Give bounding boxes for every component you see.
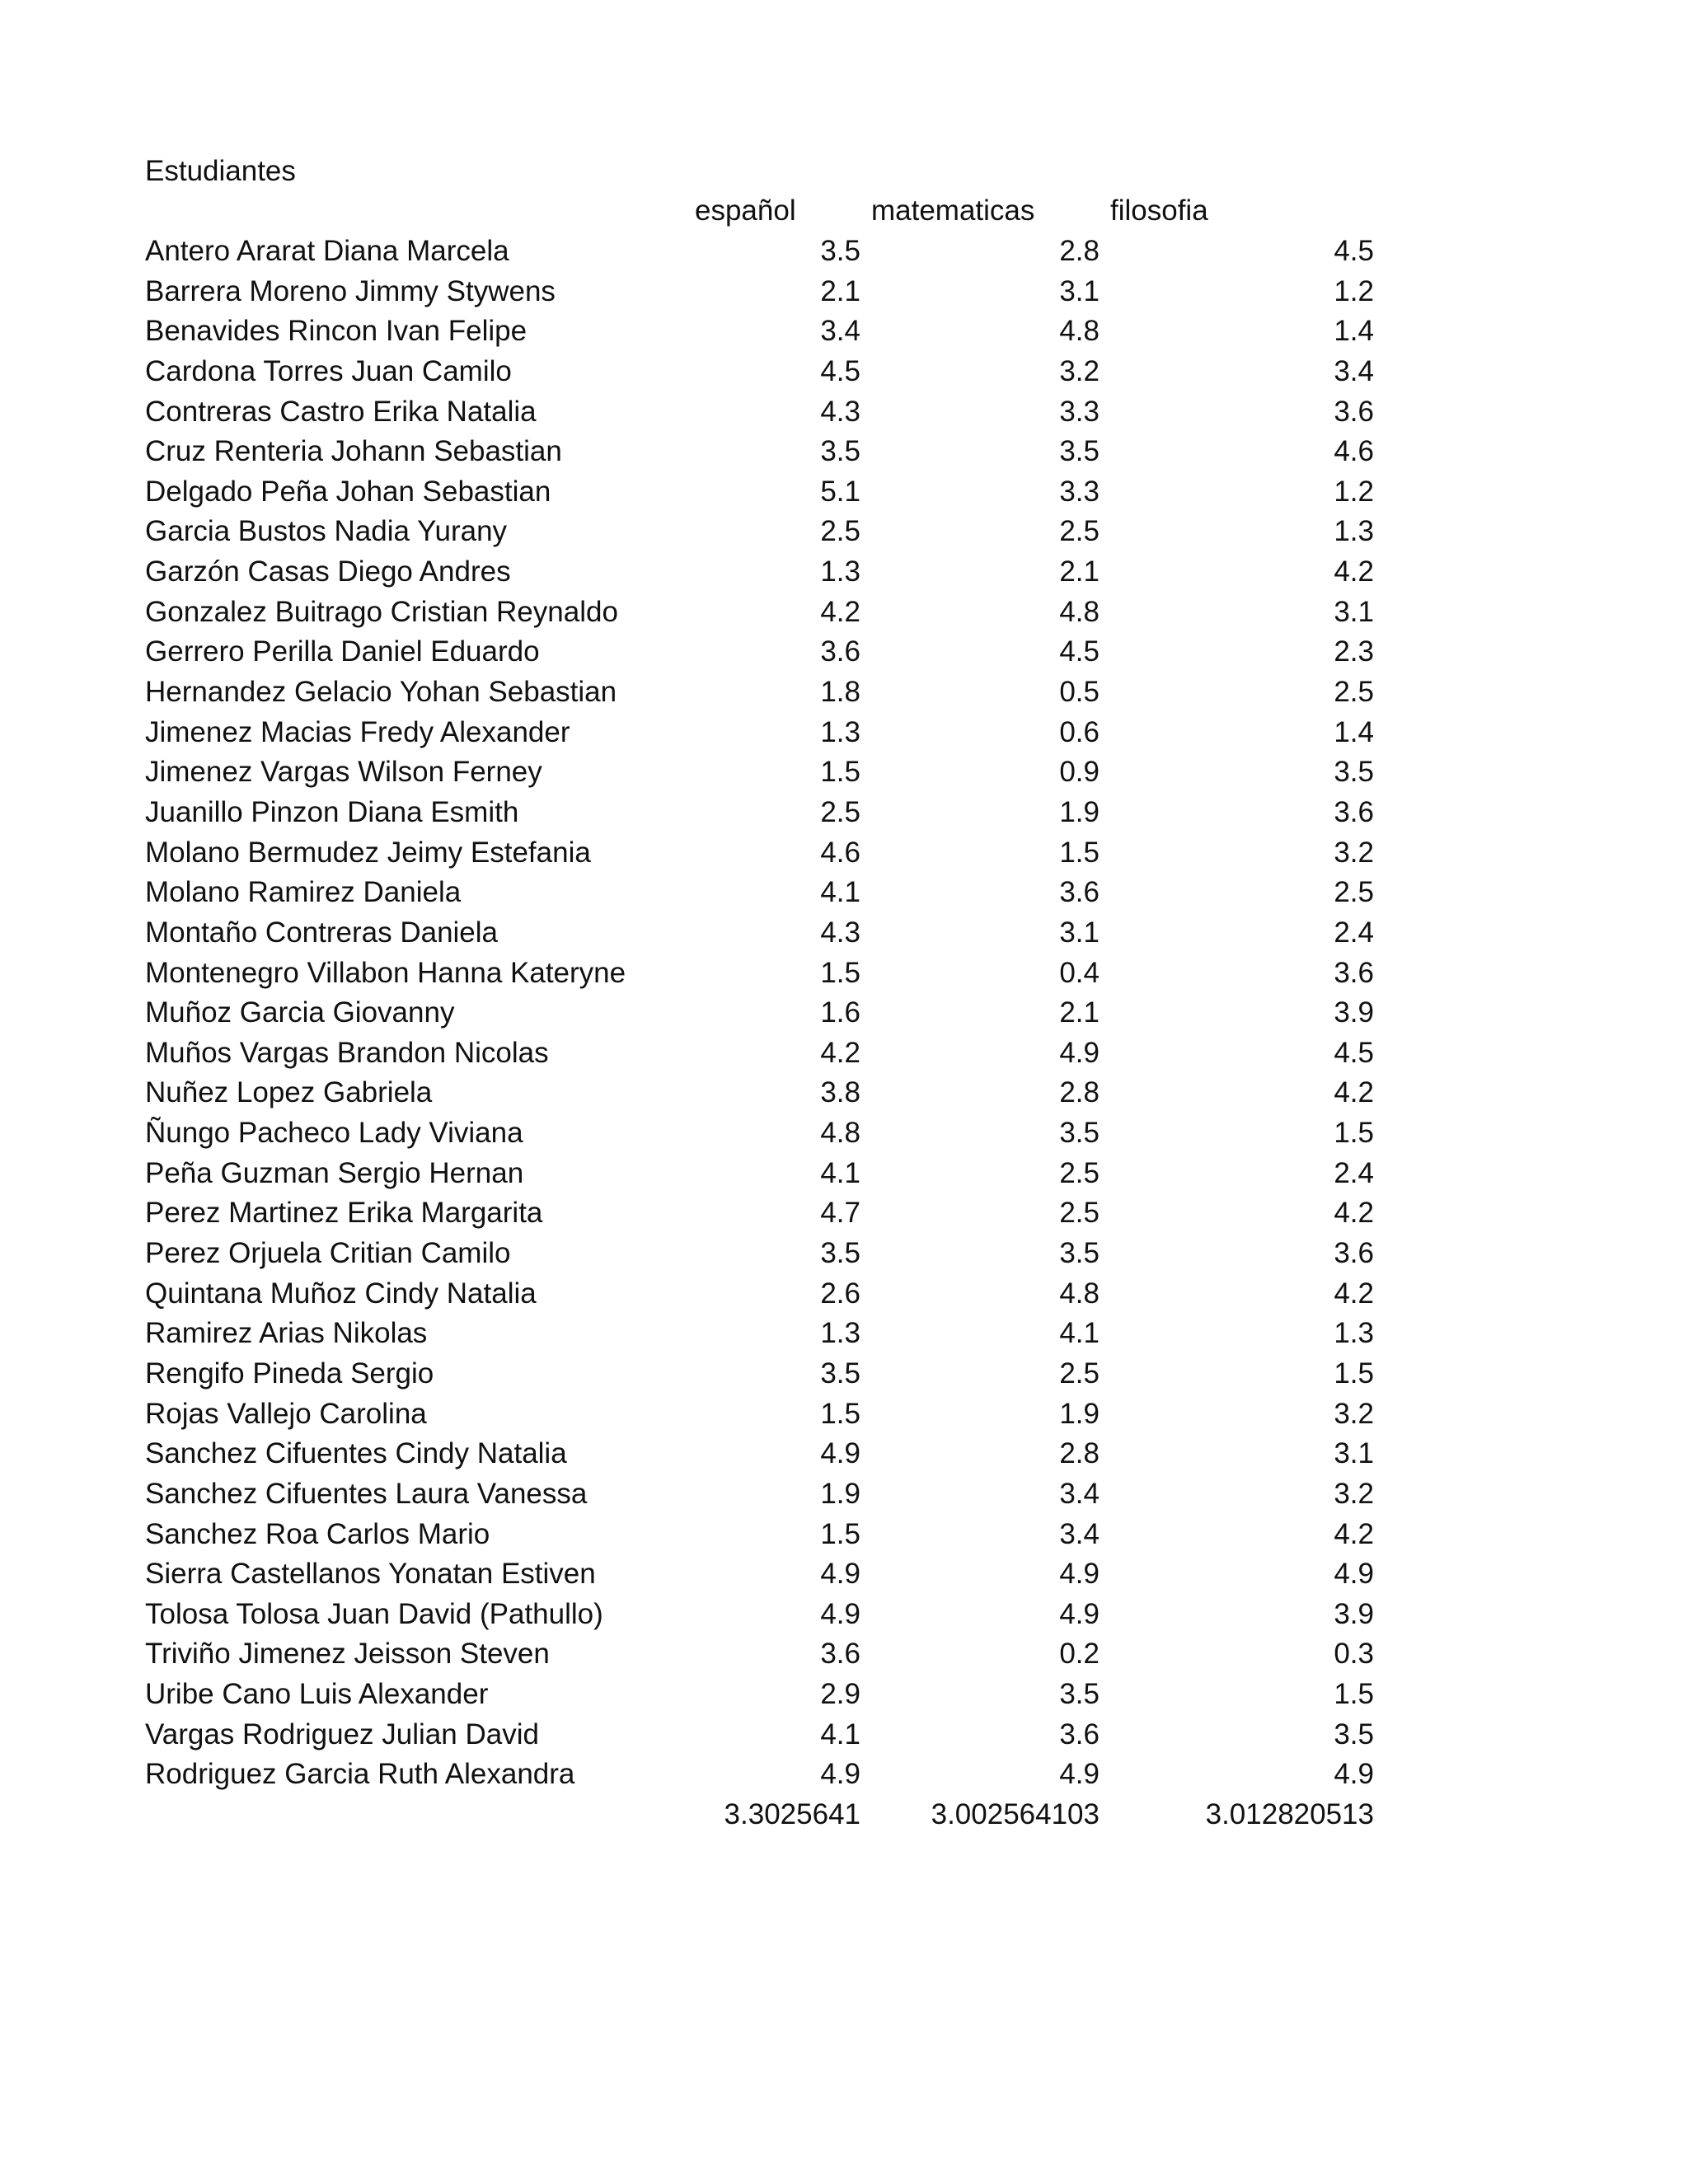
grade-espanol: 2.6: [820, 1277, 860, 1310]
grade-matematicas: 2.5: [1059, 1156, 1100, 1189]
student-name: Cruz Renteria Johann Sebastian: [145, 435, 562, 468]
student-name: Sanchez Cifuentes Laura Vanessa: [145, 1477, 588, 1510]
grade-matematicas: 1.9: [1059, 1397, 1100, 1430]
grade-espanol: 2.5: [820, 515, 860, 548]
student-name: Triviño Jimenez Jeisson Steven: [145, 1638, 550, 1671]
student-name: Vargas Rodriguez Julian David: [145, 1718, 539, 1750]
student-name: Molano Ramirez Daniela: [145, 876, 462, 909]
grade-matematicas: 3.4: [1059, 1517, 1100, 1550]
grade-matematicas: 3.1: [1059, 916, 1100, 949]
student-row: [0, 1033, 1688, 1074]
grade-matematicas: 4.8: [1059, 595, 1100, 628]
grade-filosofia: 3.2: [1334, 836, 1374, 869]
grade-espanol: 3.6: [820, 1638, 860, 1671]
student-name: Barrera Moreno Jimmy Stywens: [145, 274, 556, 307]
student-row: [0, 392, 1688, 433]
student-name: Hernandez Gelacio Yohan Sebastian: [145, 676, 617, 709]
grade-filosofia: 4.2: [1334, 1517, 1374, 1550]
student-name: Perez Martinez Erika Margarita: [145, 1197, 543, 1230]
grade-matematicas: 3.2: [1059, 354, 1100, 387]
grade-filosofia: 1.2: [1334, 274, 1374, 307]
grade-matematicas: 3.5: [1059, 435, 1100, 468]
student-rows: [0, 232, 1688, 1795]
grade-matematicas: 3.6: [1059, 876, 1100, 909]
grade-matematicas: 2.1: [1059, 996, 1100, 1029]
student-row: [0, 512, 1688, 552]
grade-filosofia: 0.3: [1334, 1638, 1374, 1671]
grade-espanol: 4.6: [820, 836, 860, 869]
average-filosofia: 3.012820513: [1205, 1798, 1374, 1830]
student-name: Rodriguez Garcia Ruth Alexandra: [145, 1758, 575, 1791]
average-matematicas: 3.002564103: [931, 1798, 1100, 1830]
student-name: Molano Bermudez Jeimy Estefania: [145, 836, 591, 869]
grade-filosofia: 3.6: [1334, 395, 1374, 428]
column-header-espanol: español: [695, 194, 796, 227]
grade-matematicas: 4.5: [1059, 635, 1100, 668]
student-row: [0, 1154, 1688, 1194]
student-row: [0, 1354, 1688, 1394]
grade-filosofia: 2.4: [1334, 916, 1374, 949]
grade-espanol: 2.9: [820, 1678, 860, 1711]
grade-matematicas: 4.9: [1059, 1758, 1100, 1791]
grade-espanol: 1.5: [820, 1517, 860, 1550]
grade-filosofia: 3.6: [1334, 795, 1374, 828]
grade-matematicas: 1.5: [1059, 836, 1100, 869]
student-row: [0, 673, 1688, 713]
grade-espanol: 4.3: [820, 395, 860, 428]
grade-matematicas: 1.9: [1059, 795, 1100, 828]
student-row: [0, 1274, 1688, 1315]
student-row: [0, 1434, 1688, 1474]
grade-filosofia: 4.9: [1334, 1558, 1374, 1591]
student-row: [0, 1073, 1688, 1113]
grade-espanol: 1.6: [820, 996, 860, 1029]
student-row: [0, 632, 1688, 673]
column-header-row: [0, 191, 1688, 231]
student-row: [0, 1193, 1688, 1234]
student-row: [0, 1675, 1688, 1715]
student-row: [0, 432, 1688, 472]
student-name: Benavides Rincon Ivan Felipe: [145, 315, 528, 348]
student-name: Ñungo Pacheco Lady Viviana: [145, 1117, 523, 1150]
grade-filosofia: 3.6: [1334, 956, 1374, 989]
grade-espanol: 1.3: [820, 1317, 860, 1350]
grade-matematicas: 0.5: [1059, 676, 1100, 709]
grade-filosofia: 3.6: [1334, 1237, 1374, 1270]
grade-matematicas: 0.6: [1059, 715, 1100, 748]
student-row: [0, 833, 1688, 874]
column-header-matematicas: matematicas: [871, 194, 1035, 227]
grade-filosofia: 4.6: [1334, 435, 1374, 468]
student-row: [0, 312, 1688, 352]
grade-espanol: 3.6: [820, 635, 860, 668]
grade-matematicas: 4.9: [1059, 1597, 1100, 1630]
sheet-title: Estudiantes: [145, 155, 296, 187]
grade-espanol: 1.3: [820, 555, 860, 588]
grade-filosofia: 3.1: [1334, 595, 1374, 628]
student-row: [0, 1634, 1688, 1675]
student-name: Contreras Castro Erika Natalia: [145, 395, 537, 428]
grade-espanol: 1.9: [820, 1477, 860, 1510]
grade-espanol: 3.5: [820, 435, 860, 468]
student-name: Delgado Peña Johan Sebastian: [145, 475, 551, 508]
grade-espanol: 1.5: [820, 956, 860, 989]
grade-matematicas: 2.1: [1059, 555, 1100, 588]
grade-espanol: 4.3: [820, 916, 860, 949]
grade-espanol: 4.2: [820, 595, 860, 628]
grade-espanol: 4.7: [820, 1197, 860, 1230]
grade-filosofia: 1.5: [1334, 1117, 1374, 1150]
grade-espanol: 4.9: [820, 1758, 860, 1791]
grade-filosofia: 3.9: [1334, 1597, 1374, 1630]
grade-filosofia: 4.2: [1334, 555, 1374, 588]
grade-filosofia: 4.2: [1334, 1076, 1374, 1109]
grade-filosofia: 4.5: [1334, 1036, 1374, 1069]
student-row: [0, 1715, 1688, 1755]
student-row: [0, 954, 1688, 994]
grade-matematicas: 3.3: [1059, 395, 1100, 428]
grade-matematicas: 3.4: [1059, 1477, 1100, 1510]
grade-matematicas: 4.1: [1059, 1317, 1100, 1350]
grade-filosofia: 1.5: [1334, 1678, 1374, 1711]
grade-espanol: 4.9: [820, 1558, 860, 1591]
grade-matematicas: 3.3: [1059, 475, 1100, 508]
student-row: [0, 873, 1688, 913]
student-row: [0, 593, 1688, 633]
student-name: Gerrero Perilla Daniel Eduardo: [145, 635, 540, 668]
grade-espanol: 4.2: [820, 1036, 860, 1069]
student-name: Rojas Vallejo Carolina: [145, 1397, 427, 1430]
student-row: [0, 352, 1688, 392]
grade-espanol: 1.8: [820, 676, 860, 709]
grade-filosofia: 1.2: [1334, 475, 1374, 508]
student-row: [0, 472, 1688, 513]
average-espanol: 3.3025641: [724, 1798, 860, 1830]
grade-matematicas: 3.1: [1059, 274, 1100, 307]
grade-espanol: 4.1: [820, 1156, 860, 1189]
grade-espanol: 1.5: [820, 1397, 860, 1430]
student-row: [0, 752, 1688, 793]
student-row: [0, 1314, 1688, 1354]
grade-matematicas: 2.5: [1059, 1357, 1100, 1390]
grade-matematicas: 4.8: [1059, 1277, 1100, 1310]
student-row: [0, 713, 1688, 753]
averages-row: [0, 1795, 1688, 1835]
student-row: [0, 552, 1688, 593]
grade-espanol: 4.1: [820, 1718, 860, 1750]
grade-espanol: 4.9: [820, 1437, 860, 1470]
grade-filosofia: 2.5: [1334, 876, 1374, 909]
grade-filosofia: 3.4: [1334, 354, 1374, 387]
grade-espanol: 2.5: [820, 795, 860, 828]
student-name: Juanillo Pinzon Diana Esmith: [145, 795, 519, 828]
grade-filosofia: 3.5: [1334, 756, 1374, 789]
grade-matematicas: 4.9: [1059, 1558, 1100, 1591]
grade-filosofia: 3.5: [1334, 1718, 1374, 1750]
grade-espanol: 4.9: [820, 1597, 860, 1630]
student-row: [0, 793, 1688, 833]
student-row: [0, 272, 1688, 312]
grade-espanol: 5.1: [820, 475, 860, 508]
grade-filosofia: 1.5: [1334, 1357, 1374, 1390]
grade-matematicas: 2.8: [1059, 1437, 1100, 1470]
student-name: Perez Orjuela Critian Camilo: [145, 1237, 511, 1270]
student-row: [0, 232, 1688, 272]
student-name: Jimenez Vargas Wilson Ferney: [145, 756, 542, 789]
grade-matematicas: 3.5: [1059, 1117, 1100, 1150]
grade-matematicas: 2.8: [1059, 235, 1100, 267]
student-row: [0, 1515, 1688, 1555]
student-name: Uribe Cano Luis Alexander: [145, 1678, 489, 1711]
grade-filosofia: 3.2: [1334, 1477, 1374, 1510]
student-name: Peña Guzman Sergio Hernan: [145, 1156, 524, 1189]
grade-espanol: 1.3: [820, 715, 860, 748]
student-row: [0, 1595, 1688, 1635]
student-row: [0, 913, 1688, 954]
grade-filosofia: 1.4: [1334, 715, 1374, 748]
grade-filosofia: 1.3: [1334, 515, 1374, 548]
grade-matematicas: 0.2: [1059, 1638, 1100, 1671]
student-name: Quintana Muñoz Cindy Natalia: [145, 1277, 537, 1310]
grade-espanol: 3.5: [820, 235, 860, 267]
grade-espanol: 3.8: [820, 1076, 860, 1109]
grade-matematicas: 3.5: [1059, 1237, 1100, 1270]
grade-espanol: 4.8: [820, 1117, 860, 1150]
student-name: Cardona Torres Juan Camilo: [145, 354, 512, 387]
grade-filosofia: 3.9: [1334, 996, 1374, 1029]
grade-matematicas: 0.4: [1059, 956, 1100, 989]
grade-filosofia: 2.4: [1334, 1156, 1374, 1189]
student-name: Montaño Contreras Daniela: [145, 916, 499, 949]
grade-filosofia: 4.9: [1334, 1758, 1374, 1791]
grade-matematicas: 2.8: [1059, 1076, 1100, 1109]
student-name: Ramirez Arias Nikolas: [145, 1317, 428, 1350]
student-row: [0, 1554, 1688, 1595]
grade-espanol: 1.5: [820, 756, 860, 789]
student-row: [0, 1234, 1688, 1274]
grade-espanol: 3.5: [820, 1237, 860, 1270]
student-name: Nuñez Lopez Gabriela: [145, 1076, 433, 1109]
grade-matematicas: 3.6: [1059, 1718, 1100, 1750]
grade-filosofia: 2.3: [1334, 635, 1374, 668]
grade-espanol: 4.5: [820, 354, 860, 387]
grade-filosofia: 3.1: [1334, 1437, 1374, 1470]
student-name: Rengifo Pineda Sergio: [145, 1357, 434, 1390]
student-name: Sierra Castellanos Yonatan Estiven: [145, 1558, 596, 1591]
student-name: Muñoz Garcia Giovanny: [145, 996, 455, 1029]
grade-filosofia: 4.2: [1334, 1277, 1374, 1310]
grade-espanol: 2.1: [820, 274, 860, 307]
grade-filosofia: 2.5: [1334, 676, 1374, 709]
student-row: [0, 993, 1688, 1033]
grade-filosofia: 3.2: [1334, 1397, 1374, 1430]
student-name: Sanchez Cifuentes Cindy Natalia: [145, 1437, 567, 1470]
grade-matematicas: 0.9: [1059, 756, 1100, 789]
grade-filosofia: 4.5: [1334, 235, 1374, 267]
student-row: [0, 1394, 1688, 1435]
student-name: Antero Ararat Diana Marcela: [145, 235, 509, 267]
student-name: Jimenez Macias Fredy Alexander: [145, 715, 570, 748]
student-name: Muños Vargas Brandon Nicolas: [145, 1036, 549, 1069]
column-header-filosofia: filosofia: [1110, 194, 1208, 227]
grade-matematicas: 2.5: [1059, 515, 1100, 548]
grade-filosofia: 4.2: [1334, 1197, 1374, 1230]
student-row: [0, 1474, 1688, 1515]
student-name: Sanchez Roa Carlos Mario: [145, 1517, 490, 1550]
grade-filosofia: 1.4: [1334, 315, 1374, 348]
grade-matematicas: 3.5: [1059, 1678, 1100, 1711]
grade-espanol: 4.1: [820, 876, 860, 909]
grade-filosofia: 1.3: [1334, 1317, 1374, 1350]
grade-matematicas: 4.9: [1059, 1036, 1100, 1069]
grade-matematicas: 2.5: [1059, 1197, 1100, 1230]
student-row: [0, 1113, 1688, 1154]
student-name: Garzón Casas Diego Andres: [145, 555, 511, 588]
student-row: [0, 1755, 1688, 1795]
grade-espanol: 3.5: [820, 1357, 860, 1390]
student-name: Garcia Bustos Nadia Yurany: [145, 515, 508, 548]
student-name: Tolosa Tolosa Juan David (Pathullo): [145, 1597, 603, 1630]
student-name: Montenegro Villabon Hanna Kateryne: [145, 956, 626, 989]
student-name: Gonzalez Buitrago Cristian Reynaldo: [145, 595, 618, 628]
grade-matematicas: 4.8: [1059, 315, 1100, 348]
grade-espanol: 3.4: [820, 315, 860, 348]
